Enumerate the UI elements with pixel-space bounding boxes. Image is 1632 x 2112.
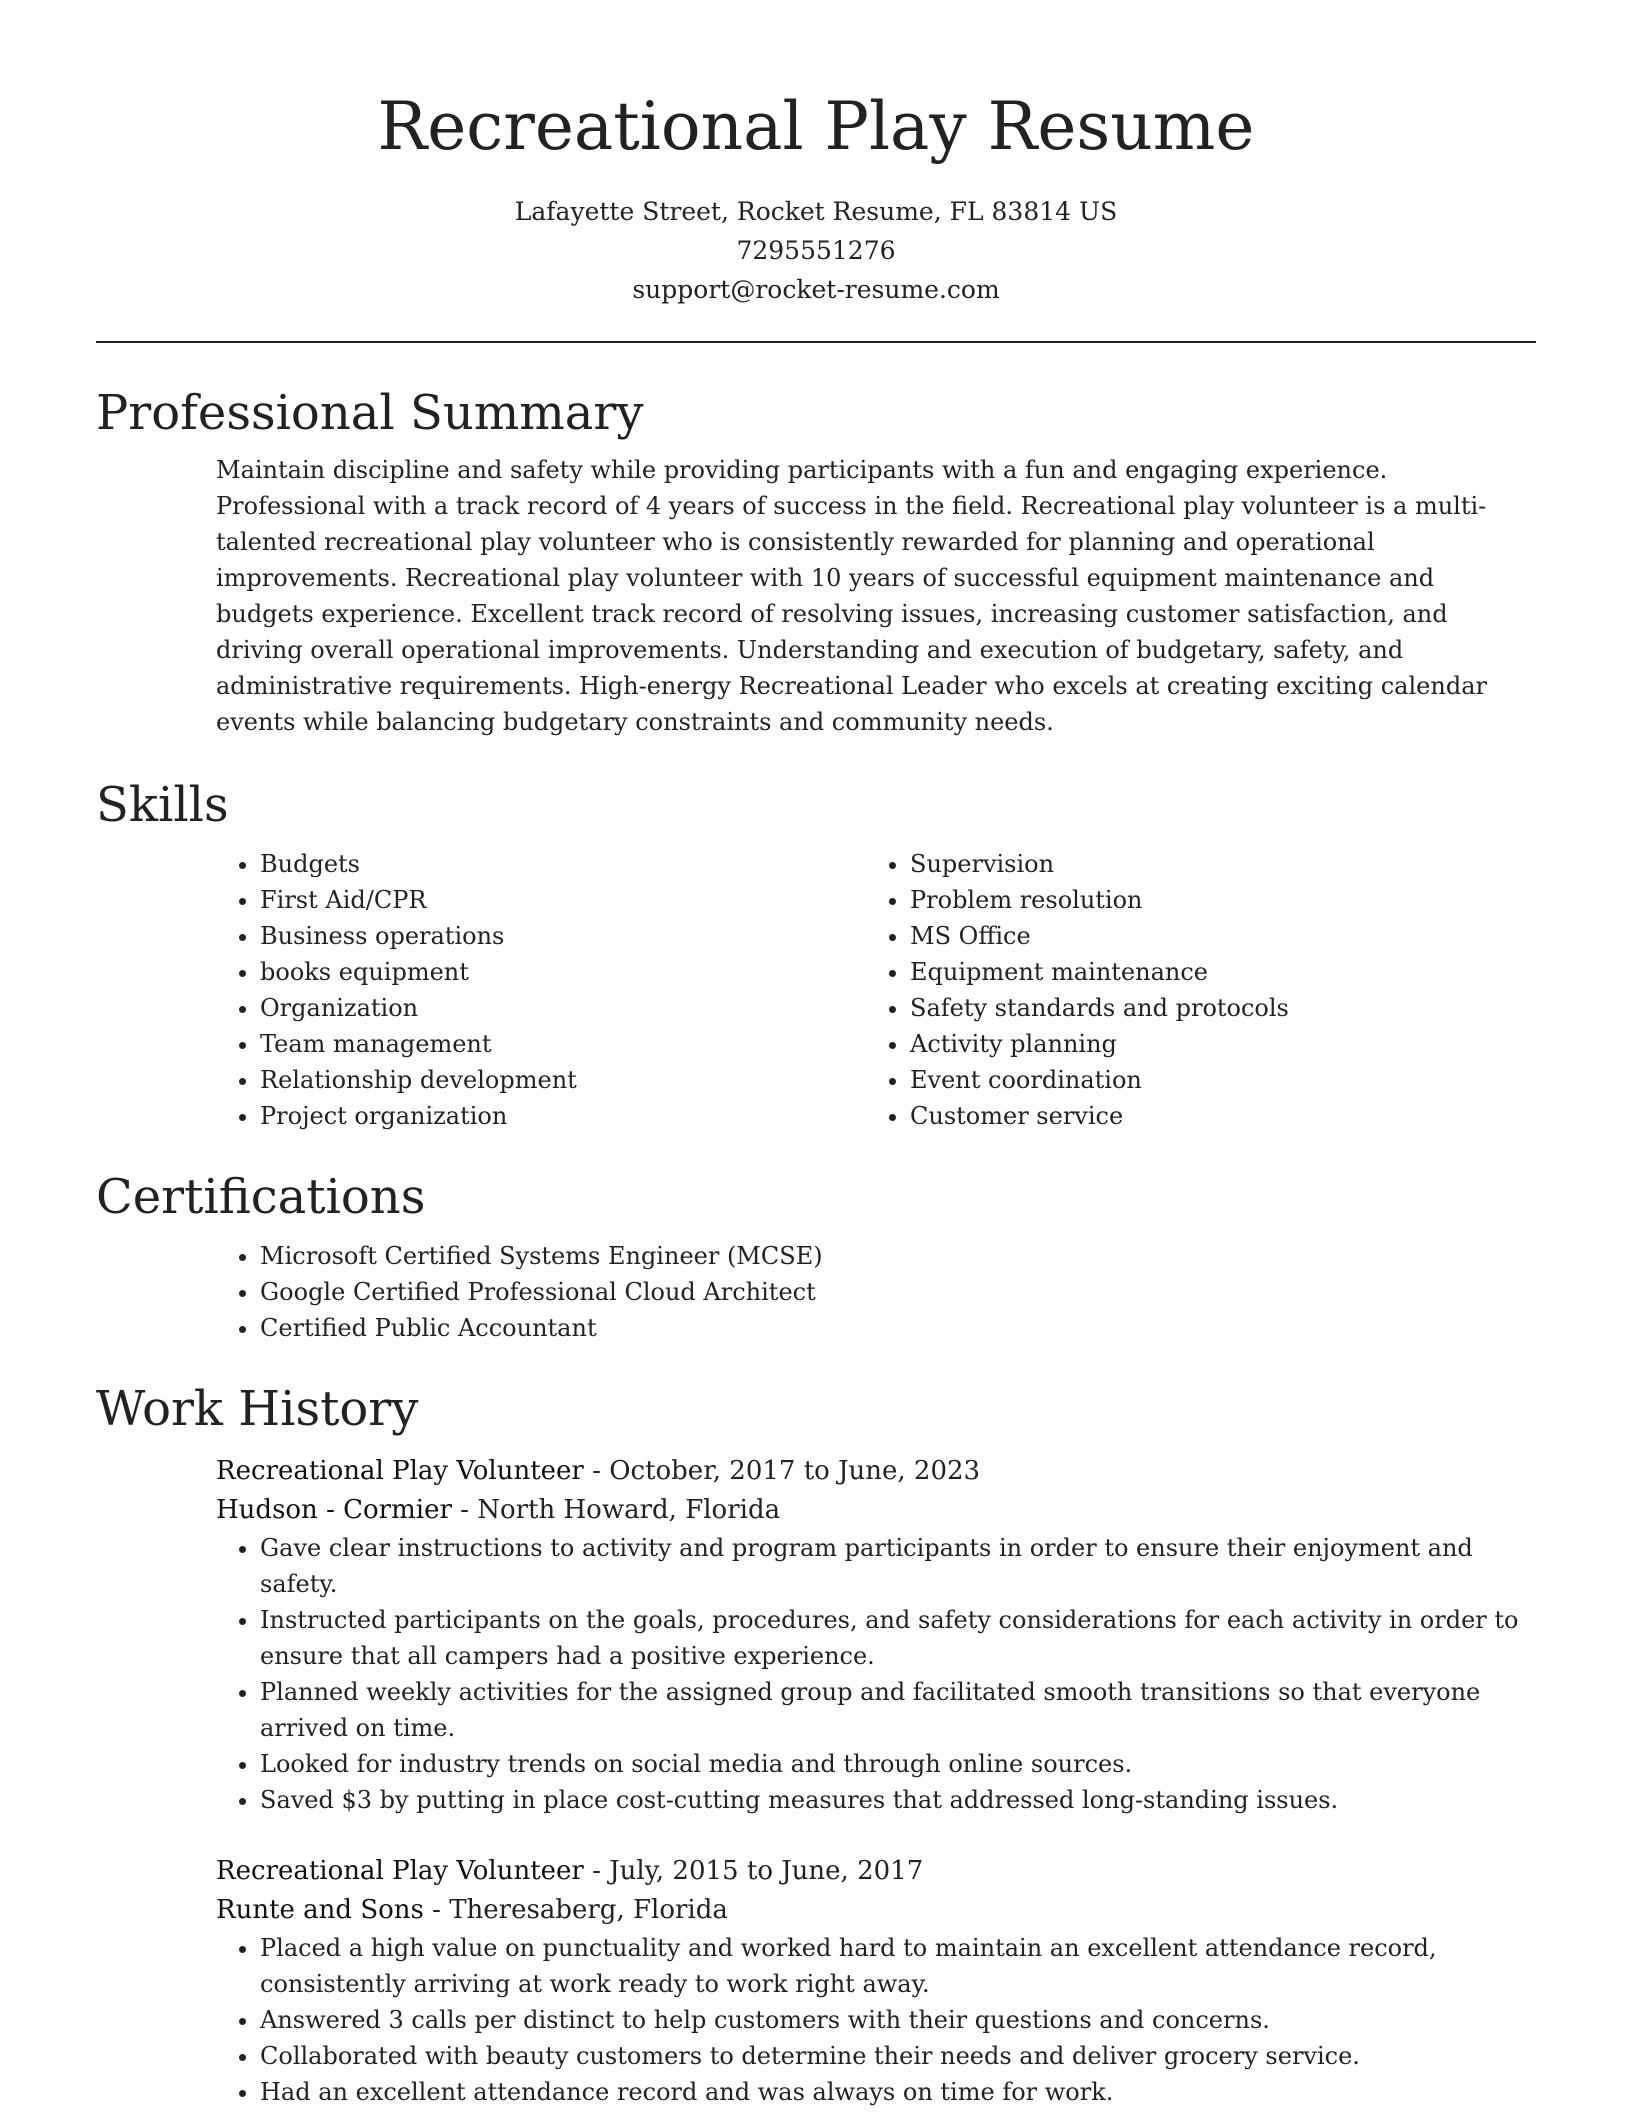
skill-item: • Problem resolution xyxy=(910,882,1516,918)
job-dates: October, 2017 to June, 2023 xyxy=(609,1456,981,1486)
job-bullet: • Answered 3 calls per distinct to help customers with their questions and concerns. xyxy=(260,2002,1536,2038)
job-separator: - xyxy=(451,1495,478,1525)
skills-heading: Skills xyxy=(96,777,229,833)
skill-item: • MS Office xyxy=(910,918,1516,954)
skill-item: • Business operations xyxy=(260,918,866,954)
contact-block xyxy=(0,192,1632,309)
summary-section xyxy=(96,378,1536,740)
job-entry xyxy=(216,1452,1536,1818)
skill-item: • books equipment xyxy=(260,954,866,990)
job-bullet: • Collaborated with beauty customers to determine their needs and deliver grocery service. xyxy=(260,2038,1536,2074)
certification-item: • Certified Public Accountant xyxy=(260,1310,1536,1346)
header-divider xyxy=(96,341,1536,343)
address-text: Lafayette Street, Rocket Resume, FL 83814 US xyxy=(514,197,1118,226)
job-location: Theresaberg, Florida xyxy=(449,1895,728,1925)
job-separator: - xyxy=(583,1456,610,1486)
certification-item: • Google Certified Professional Cloud Architect xyxy=(260,1274,1536,1310)
job-bullet: • Placed a high value on punctuality and worked hard to maintain an excellent attendance record, consistently arriving at work ready to work right away. xyxy=(260,1930,1536,2002)
skill-item: • Safety standards and protocols xyxy=(910,990,1516,1026)
job-title-line xyxy=(216,1852,1536,1891)
work-history-section xyxy=(96,1374,1536,2110)
job-bullet: • Looked for industry trends on social media and through online sources. xyxy=(260,1746,1536,1782)
job-title-line xyxy=(216,1452,1536,1491)
job-role: Recreational Play Volunteer xyxy=(216,1856,584,1886)
job-separator: - xyxy=(423,1895,450,1925)
skill-item: • Project organization xyxy=(260,1098,866,1134)
skill-item: • Organization xyxy=(260,990,866,1026)
skill-item: • Customer service xyxy=(910,1098,1516,1134)
skill-item: • Team management xyxy=(260,1026,866,1062)
summary-paragraph: Maintain discipline and safety while providing participants with a fun and engaging experience. Professional with a track record of 4 years of success in the field. Recreational play volunteer is a multi-talented recreational play volunteer who is consistently rewarded for planning and operational improvements. Recreational play volunteer with 10 years of successful equipment maintenance and budgets experience. Excellent track record of resolving issues, increasing customer satisfaction, and driving overall operational improvements. Understanding and execution of budgetary, safety, and administrative requirements. High-energy Recreational Leader who excels at creating exciting calendar events while balancing budgetary constraints and community needs. xyxy=(216,456,1487,736)
job-company: Runte and Sons xyxy=(216,1895,424,1925)
skills-grid xyxy=(216,846,1536,1134)
job-company-line xyxy=(216,1891,1536,1930)
job-company: Hudson - Cormier xyxy=(216,1495,452,1525)
resume-title: Recreational Play Resume xyxy=(377,88,1255,165)
job-bullet: • Planned weekly activities for the assigned group and facilitated smooth transitions so that everyone arrived on time. xyxy=(260,1674,1536,1746)
skill-item: • Budgets xyxy=(260,846,866,882)
job-bullet: • Gave clear instructions to activity and program participants in order to ensure their enjoyment and safety. xyxy=(260,1530,1536,1602)
skill-item: • Activity planning xyxy=(910,1026,1516,1062)
job-bullet: • Instructed participants on the goals, procedures, and safety considerations for each activity in order to ensure that all campers had a positive experience. xyxy=(260,1602,1536,1674)
resume-header xyxy=(0,0,1632,309)
certification-item: • Microsoft Certified Systems Engineer (MCSE) xyxy=(260,1238,1536,1274)
phone-text: 7295551276 xyxy=(736,236,896,265)
email-text: support@rocket-resume.com xyxy=(632,275,1000,304)
skill-item: • Equipment maintenance xyxy=(910,954,1516,990)
job-entry xyxy=(216,1852,1536,2110)
skills-column-right xyxy=(866,846,1516,1134)
certifications-heading: Certifications xyxy=(96,1169,426,1225)
job-separator: - xyxy=(583,1856,610,1886)
job-bullet: • Had an excellent attendance record and was always on time for work. xyxy=(260,2074,1536,2110)
job-location: North Howard, Florida xyxy=(477,1495,781,1525)
summary-heading: Professional Summary xyxy=(96,385,644,441)
skill-item: • Supervision xyxy=(910,846,1516,882)
certifications-section xyxy=(96,1162,1536,1346)
job-role: Recreational Play Volunteer xyxy=(216,1456,584,1486)
skill-item: • First Aid/CPR xyxy=(260,882,866,918)
job-company-line xyxy=(216,1491,1536,1530)
skills-column-left xyxy=(216,846,866,1134)
resume-content xyxy=(96,378,1536,2110)
skills-section xyxy=(96,770,1536,1134)
work-history-heading: Work History xyxy=(96,1381,419,1437)
skill-item: • Relationship development xyxy=(260,1062,866,1098)
job-bullet: • Saved $3 by putting in place cost-cutting measures that addressed long-standing issues. xyxy=(260,1782,1536,1818)
skill-item: • Event coordination xyxy=(910,1062,1516,1098)
job-dates: July, 2015 to June, 2017 xyxy=(609,1856,924,1886)
